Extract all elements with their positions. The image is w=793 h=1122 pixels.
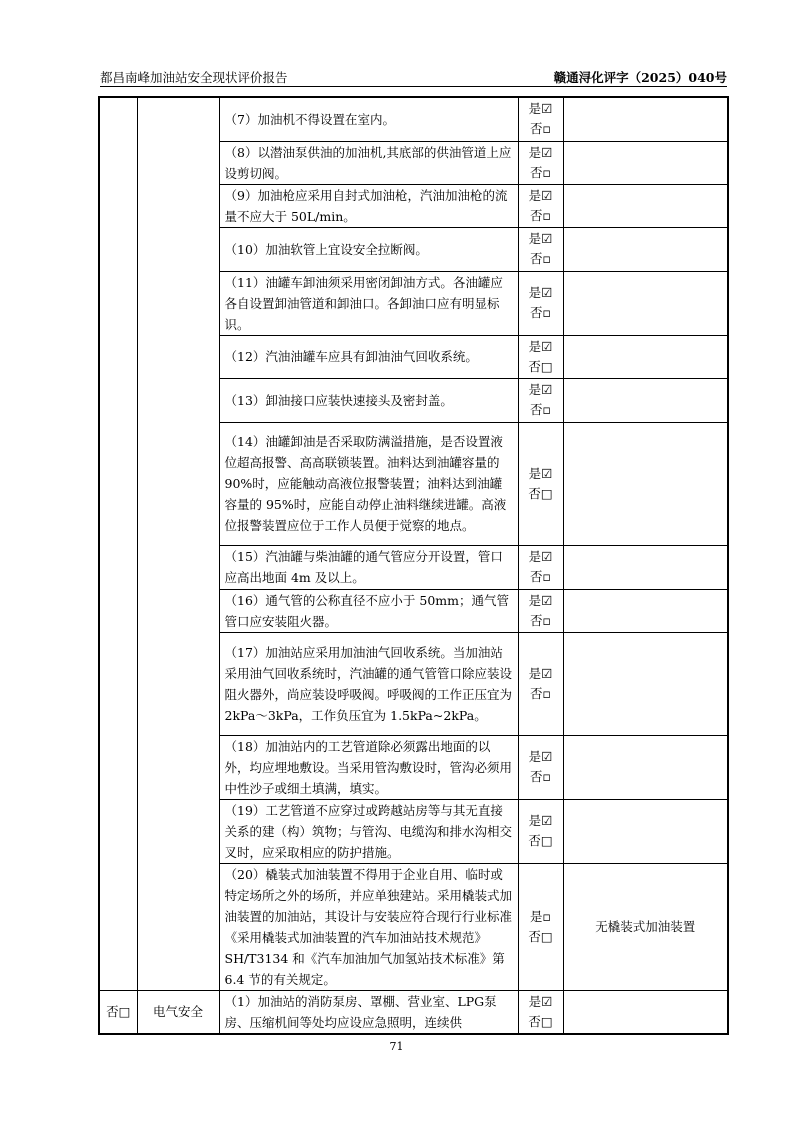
yes-no-check: [518, 227, 563, 271]
yes-option: 是☑: [528, 101, 553, 117]
remark-cell: [563, 271, 728, 335]
remark-cell: [563, 735, 728, 799]
yes-no-check: [518, 335, 563, 378]
yes-no-check: [518, 799, 563, 863]
remark-cell: [563, 545, 728, 589]
remark-cell: [563, 184, 728, 227]
remark-cell: 无橇装式加油装置: [563, 863, 728, 990]
remark-cell: [563, 378, 728, 422]
yes-no-check: [518, 632, 563, 735]
requirement-text: （12）汽油油罐车应具有卸油油气回收系统。: [219, 335, 518, 378]
yes-no-check: [518, 97, 563, 141]
checklist-table: [98, 96, 729, 1035]
yes-option: 是☑: [528, 231, 553, 246]
requirement-text: （17）加油站应采用加油油气回收系统。当加油站采用油气回收系统时，汽油罐的通气管管口除应装设阻火器外，尚应装设呼吸阀。呼吸阀的工作正压宜为 2kPa～3kPa，工作负压宜为 1.5kPa~2kPa。: [219, 632, 518, 735]
yes-no-check: [518, 141, 563, 184]
remark-cell: [563, 227, 728, 271]
no-option: 否▫: [530, 121, 551, 137]
remark-cell: [563, 335, 728, 378]
no-option: 否▫: [530, 769, 551, 784]
no-option: 否▫: [530, 402, 551, 417]
page-number: 71: [389, 1040, 404, 1053]
yes-no-check: [518, 271, 563, 335]
no-option: 否▫: [530, 685, 551, 701]
yes-option: 是☑: [528, 993, 553, 1009]
requirement-text: （19）工艺管道不应穿过或跨越站房等与其无直接关系的建（构）筑物；与管沟、电缆沟和排水沟相交叉时，应采取相应的防护措施。: [219, 799, 518, 863]
yes-option: 是☑: [528, 144, 553, 160]
yes-option: 是☑: [528, 338, 553, 354]
table-row: [99, 990, 728, 1034]
item-number-cell: 否□: [99, 990, 137, 1034]
remark-cell: [563, 799, 728, 863]
no-option: 否▫: [530, 569, 551, 584]
remark-cell: [563, 990, 728, 1034]
table-row: [99, 97, 728, 141]
report-number: 赣通浔化评字（2025）040号: [553, 70, 727, 85]
yes-no-check: [518, 863, 563, 990]
no-option: 否▫: [530, 305, 551, 320]
no-option: 否□: [528, 928, 553, 944]
requirement-text: （16）通气管的公称直径不应小于 50mm；通气管管口应安装阻火器。: [219, 589, 518, 632]
category-cell: [137, 97, 219, 990]
yes-no-check: [518, 545, 563, 589]
yes-option: 是☑: [528, 749, 553, 764]
requirement-text: （14）油罐卸油是否采取防满溢措施，是否设置液位超高报警、高高联锁装置。油料达到油罐容量的 90%时，应能触动高液位报警装置；油料达到油罐容量的 95%时，应能自动停止油料继续进罐。高液位报警装置应位于工作人员便于觉察的地点。: [219, 422, 518, 545]
no-option: 否▫: [530, 612, 551, 628]
remark-cell: [563, 589, 728, 632]
yes-option: 是☑: [528, 592, 553, 608]
item-number-cell: [99, 97, 137, 990]
remark-cell: [563, 632, 728, 735]
report-title: 都昌南峰加油站安全现状评价报告: [100, 70, 288, 85]
yes-option: 是☑: [528, 549, 553, 564]
requirement-text: （15）汽油罐与柴油罐的通气管应分开设置，管口应高出地面 4m 及以上。: [219, 545, 518, 589]
yes-no-check: [518, 378, 563, 422]
no-option: 否□: [528, 485, 553, 501]
no-option: 否□: [528, 1013, 553, 1029]
yes-option: 是☑: [528, 665, 553, 681]
requirement-text: （11）油罐车卸油须采用密闭卸油方式。各油罐应各自设置卸油管道和卸油口。各卸油口应有明显标识。: [219, 271, 518, 335]
requirement-text: （7）加油机不得设置在室内。: [219, 97, 518, 141]
yes-no-check: [518, 990, 563, 1034]
yes-no-check: [518, 422, 563, 545]
requirement-text: （18）加油站内的工艺管道除必须露出地面的以外，均应埋地敷设。当采用管沟敷设时，管沟必须用中性沙子或细土填满，填实。: [219, 735, 518, 799]
yes-option: 是☑: [528, 382, 553, 397]
category-cell: 电气安全: [137, 990, 219, 1034]
page-header: [100, 68, 727, 87]
requirement-text: （10）加油软管上宜设安全拉断阀。: [219, 227, 518, 271]
yes-no-check: [518, 735, 563, 799]
yes-option: 是☑: [528, 285, 553, 300]
yes-option: 是☑: [528, 813, 553, 828]
no-option: 否□: [528, 358, 553, 374]
requirement-text: （13）卸油接口应装快速接头及密封盖。: [219, 378, 518, 422]
requirement-text: （20）橇装式加油装置不得用于企业自用、临时或特定场所之外的场所，并应单独建站。采用橇装式加油装置的加油站，其设计与安装应符合现行行业标准《采用橇装式加油装置的汽车加油站技术规范》SH/T3134 和《汽车加油加气加氢站技术标准》第 6.4 节的有关规定。: [219, 863, 518, 990]
yes-option: 是☑: [528, 187, 553, 203]
requirement-text: （9）加油枪应采用自封式加油枪，汽油加油枪的流量不应大于 50L/min。: [219, 184, 518, 227]
no-option: 否▫: [530, 207, 551, 223]
no-option: 否▫: [530, 164, 551, 180]
remark-cell: [563, 97, 728, 141]
no-option: 否▫: [530, 251, 551, 266]
yes-no-check: [518, 184, 563, 227]
requirement-text: （8）以潜油泵供油的加油机,其底部的供油管道上应设剪切阀。: [219, 141, 518, 184]
no-option: 否□: [528, 833, 553, 848]
yes-option: 是▫: [530, 908, 551, 924]
requirement-text: （1）加油站的消防泵房、罩棚、营业室、LPG泵房、压缩机间等处均应设应急照明，连续供: [219, 990, 518, 1034]
yes-no-check: [518, 589, 563, 632]
remark-cell: [563, 422, 728, 545]
remark-cell: [563, 141, 728, 184]
yes-option: 是☑: [528, 465, 553, 481]
